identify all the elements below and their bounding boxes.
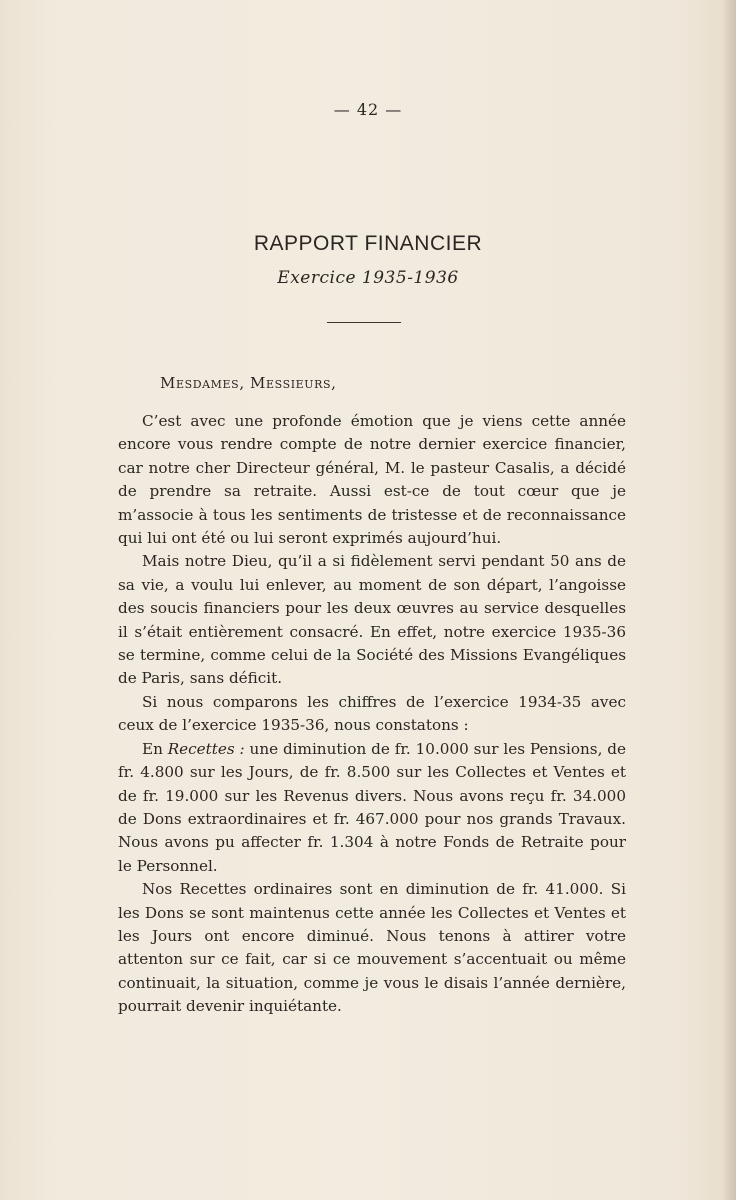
- paragraph-4-emphasis: Recettes :: [167, 739, 245, 758]
- paragraph-2: Mais notre Dieu, qu’il a si fidèlement servi pendant 50 ans de sa vie, a voulu lui enlever, au moment de son départ, l’angoisse des soucis financiers pour les deux œuvres au service desquelles il s’était entièrement consacré. En effet, notre exercice 1935-36 se termine, comme celui de la Société des Missions Evangéliques de Paris, sans déficit.: [118, 552, 626, 688]
- section-divider: [327, 322, 401, 323]
- paragraph-1: C’est avec une profonde émotion que je viens cette année encore vous rendre compte de notre dernier exercice financier, car notre cher Directeur général, M. le pasteur Casalis, a décidé de prendre sa retraite. Aussi est-ce de tout cœur que je m’associe à tous les sentiments de tristesse et de reconnaissance qui lui ont été ou lui seront exprimés aujourd’hui.: [118, 412, 626, 548]
- paragraph-5: Nos Recettes ordinaires sont en diminution de fr. 41.000. Si les Dons se sont maintenus cette année les Collectes et Ventes et les Jours ont encore diminué. Nous tenons à attirer votre attenton sur ce fait, car si ce mouvement s’accentuait ou même continuait, la situation, comme je vous le disais l’année dernière, pourrait devenir inquiétante.: [118, 880, 626, 1016]
- body-text: [118, 410, 626, 1019]
- paragraph-4: [118, 738, 626, 878]
- page-edge-shadow: [722, 0, 736, 1200]
- report-subtitle: Exercice 1935-1936: [277, 268, 459, 288]
- salutation: Mesdames, Messieurs,: [160, 374, 337, 392]
- paragraph-4-lead: En: [142, 739, 168, 758]
- report-title: RAPPORT FINANCIER: [253, 232, 483, 255]
- paragraph-3: Si nous comparons les chiffres de l’exercice 1934-35 avec ceux de l’exercice 1935-36, nous constatons :: [118, 692, 626, 735]
- page-number: — 42 —: [333, 100, 403, 119]
- paragraph-4-rest: une diminution de fr. 10.000 sur les Pensions, de fr. 4.800 sur les Jours, de fr. 8.500 sur les Collectes et Ventes et de fr. 19.000 sur les Revenus divers. Nous avons reçu fr. 34.000 de Dons extraordinaires et fr. 467.000 pour nos grands Travaux. Nous avons pu affecter fr. 1.304 à notre Fonds de Retraite pour le Personnel.: [118, 739, 626, 875]
